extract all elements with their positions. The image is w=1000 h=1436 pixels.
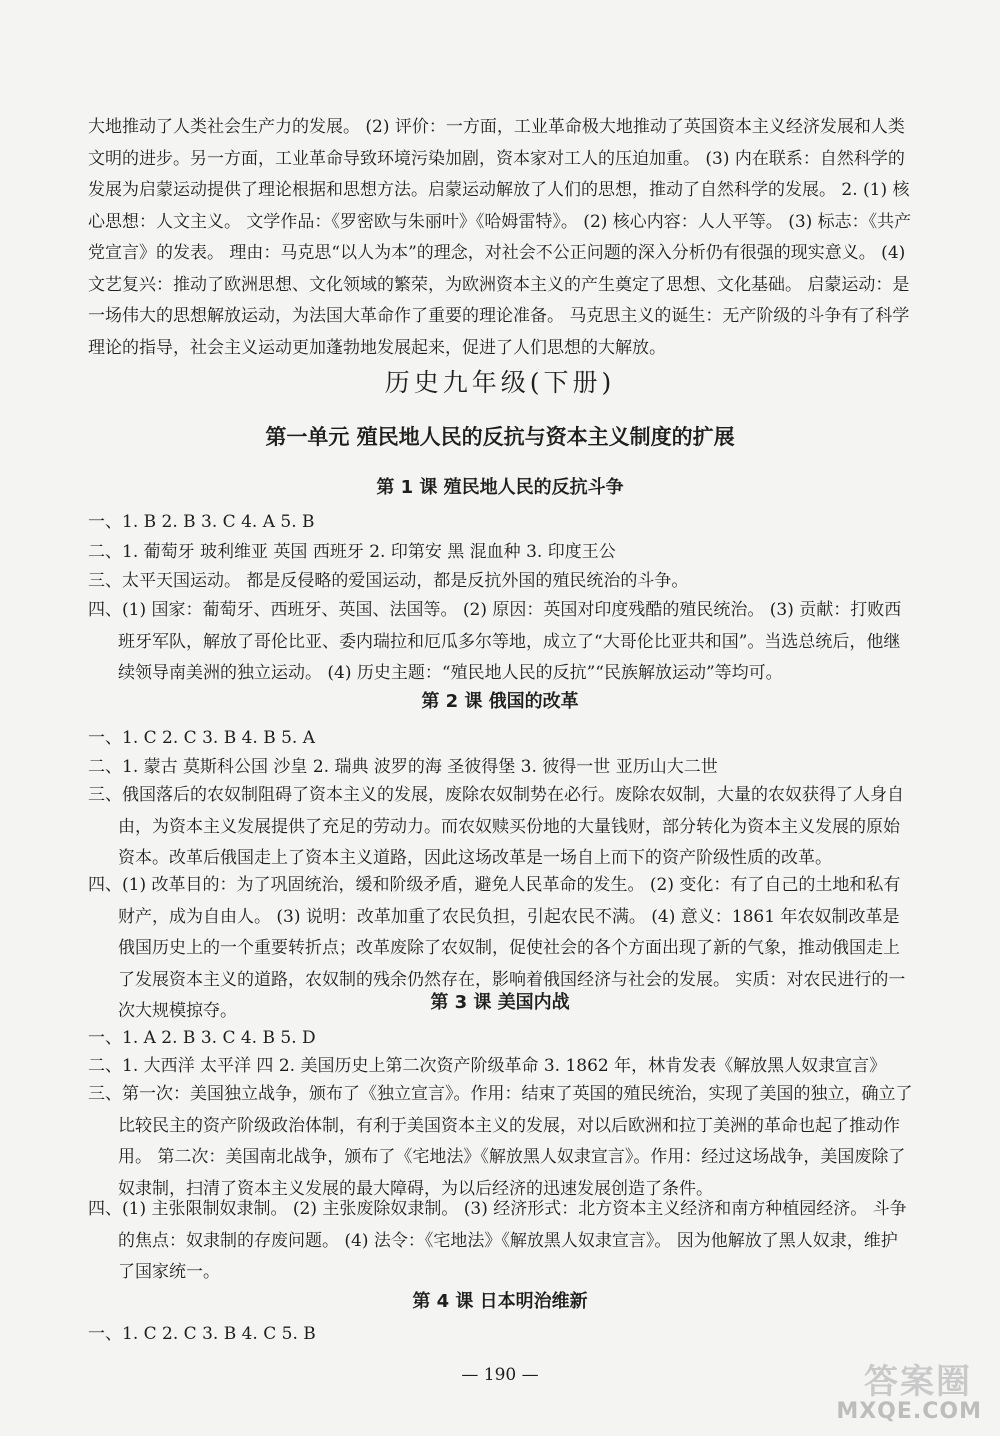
lesson-2-q4: 四、(1) 改革目的：为了巩固统治，缓和阶级矛盾，避免人民革命的发生。 (2) 变化：有了自己的土地和私有财产，成为自由人。 (3) 说明：改革加重了农民负担，引起农民不满。 (4) 意义：1861 年农奴制改革是俄国历史上的一个重要转折点；改革废除了农奴制，促使社会的各个方面出现了新的气象，推动俄国走上了发展资本主义的道路，农奴制的残余仍然存在，影响着俄国经济与社会的发展。 实质：对农民进行的一次大规模掠夺。 [88,875,906,1021]
watermark-logo: 答案圈 [864,1362,972,1402]
lesson-3-q4: 四、(1) 主张限制奴隶制。 (2) 主张废除奴隶制。 (3) 经济形式：北方资本主义经济和南方种植园经济。 斗争的焦点：奴隶制的存废问题。 (4) 法令：《宅地法》《解放黑人奴隶宣言》。 因为他解放了黑人奴隶，维护了国家统一。 [88,1199,907,1282]
lesson-3-q1: 一、1. A 2. B 3. C 4. B 5. D [88,1028,316,1048]
lesson-1-q4: 四、(1) 国家：葡萄牙、西班牙、英国、法国等。 (2) 原因：英国对印度残酷的殖民统治。 (3) 贡献：打败西班牙军队，解放了哥伦比亚、委内瑞拉和厄瓜多尔等地，成立了“大哥伦比亚共和国”。当选总统后，他继续领导南美洲的独立运动。 (4) 历史主题：“殖民地人民的反抗”“民族解放运动”等均可。 [88,600,902,683]
main-title: 历史九年级(下册) [384,368,616,397]
unit-title: 第一单元 殖民地人民的反抗与资本主义制度的扩展 [265,425,735,449]
lesson-4-title: 第 4 课 日本明治维新 [412,1291,588,1312]
lesson-2-q3: 三、俄国落后的农奴制阻碍了资本主义的发展，废除农奴制势在必行。废除农奴制，大量的农奴获得了人身自由，为资本主义发展提供了充足的劳动力。而农奴赎买份地的大量钱财，部分转化为资本主义发展的原始资本。改革后俄国走上了资本主义道路，因此这场改革是一场自上而下的资产阶级性质的改革。 [88,785,904,868]
lesson-1-q3: 三、太平天国运动。 都是反侵略的爱国运动，都是反抗外国的殖民统治的斗争。 [88,571,689,591]
lesson-1-q2: 二、1. 葡萄牙 玻利维亚 英国 西班牙 2. 印第安 黑 混血种 3. 印度王公 [88,542,616,562]
lesson-3-q2: 二、1. 大西洋 太平洋 四 2. 美国历史上第二次资产阶级革命 3. 1862 年，林肯发表《解放黑人奴隶宣言》 [88,1056,887,1076]
lesson-4-q1: 一、1. C 2. C 3. B 4. C 5. B [88,1324,316,1344]
lesson-2-title: 第 2 课 俄国的改革 [421,691,579,712]
lesson-3-title: 第 3 课 美国内战 [430,992,570,1013]
watermark [792,1354,982,1424]
lesson-1-title: 第 1 课 殖民地人民的反抗斗争 [376,477,624,498]
lesson-2-q2: 二、1. 蒙古 莫斯科公国 沙皇 2. 瑞典 波罗的海 圣彼得堡 3. 彼得一世 亚历山大二世 [88,757,718,777]
continuation-paragraph: 大地推动了人类社会生产力的发展。 (2) 评价：一方面，工业革命极大地推动了英国资本主义经济发展和人类文明的进步。另一方面，工业革命导致环境污染加剧，资本家对工人的压迫加重。 (3) 内在联系：自然科学的发展为启蒙运动提供了理论根据和思想方法。启蒙运动解放了人们的思想，推动了自然科学的发展。 2. (1) 核心思想：人文主义。 文学作品：《罗密欧与朱丽叶》《哈姆雷特》。 (2) 核心内容：人人平等。 (3) 标志：《共产党宣言》的发表。 理由：马克思“以人为本”的理念，对社会不公正问题的深入分析仍有很强的现实意义。 (4) 文艺复兴：推动了欧洲思想、文化领域的繁荣，为欧洲资本主义的产生奠定了思想、文化基础。 启蒙运动：是一场伟大的思想解放运动，为法国大革命作了重要的理论准备。 马克思主义的诞生：无产阶级的斗争有了科学理论的指导，社会主义运动更加蓬勃地发展起来，促进了人们思想的大解放。 [88,117,912,358]
page-number: — 190 — [461,1365,539,1385]
watermark-domain: MXQE.COM [836,1399,982,1424]
lesson-2-q1: 一、1. C 2. C 3. B 4. B 5. A [88,728,316,748]
lesson-1-q1: 一、1. B 2. B 3. C 4. A 5. B [88,512,315,532]
lesson-3-q3: 三、第一次：美国独立战争，颁布了《独立宣言》。作用：结束了英国的殖民统治，实现了美国的独立，确立了比较民主的资产阶级政治体制，有利于美国资本主义的发展，对以后欧洲和拉丁美洲的革命也起了推动作用。 第二次：美国南北战争，颁布了《宅地法》《解放黑人奴隶宣言》。作用：经过这场战争，美国废除了奴隶制，扫清了资本主义发展的最大障碍，为以后经济的迅速发展创造了条件。 [88,1084,913,1199]
